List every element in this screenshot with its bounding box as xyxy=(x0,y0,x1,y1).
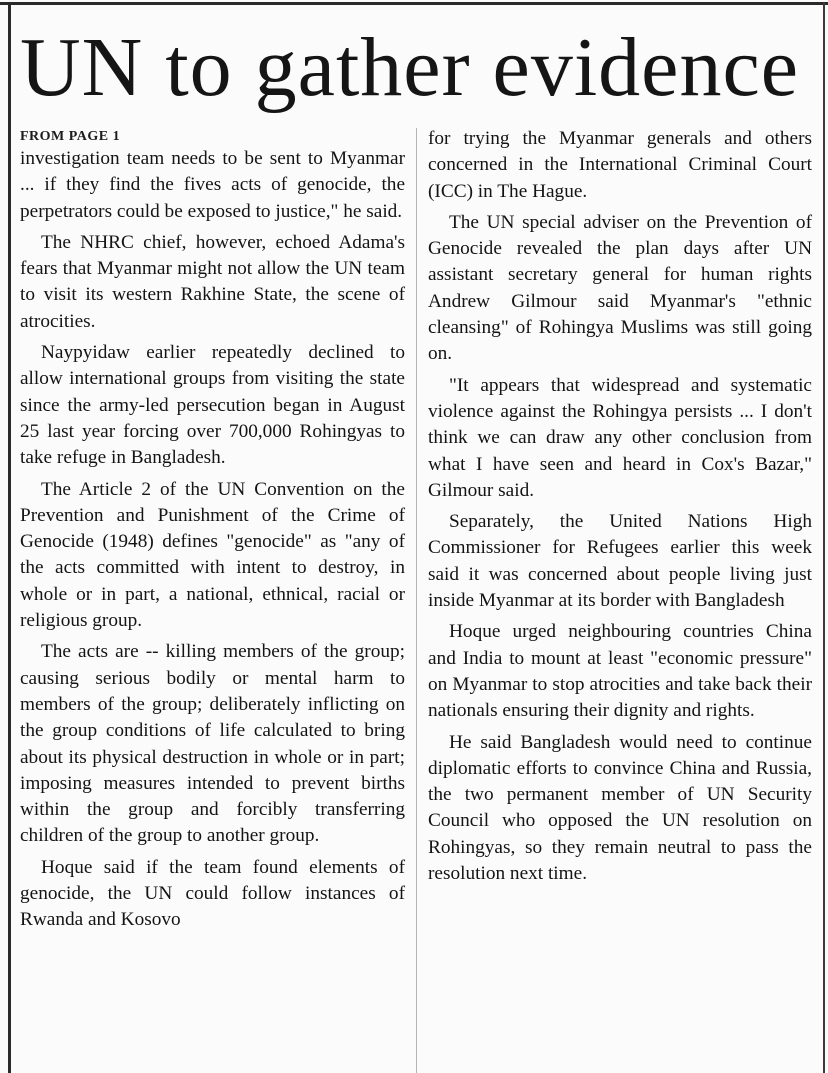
paragraph: Separately, the United Nations High Commissioner for Refugees earlier this week said it was concerned about people living just inside Myanmar at its border with Bangladesh xyxy=(428,511,812,612)
paragraph: Hoque said if the team found elements of genocide, the UN could follow instances of Rwanda and Kosovo xyxy=(20,856,405,931)
article-column-left xyxy=(20,128,405,934)
from-page-label: FROM PAGE 1 xyxy=(20,129,121,144)
column-divider xyxy=(416,128,417,1073)
paragraph: The UN special adviser on the Prevention of Genocide revealed the plan days after UN assistant secretary general for human rights Andrew Gilmour said Myanmar's "ethnic cleansing" of Rohingya Muslims was still going on. xyxy=(428,211,812,365)
headline: UN to gather evidence xyxy=(20,21,800,114)
right-border-rule xyxy=(823,2,825,1073)
paragraph: Hoque urged neighbouring countries China and India to mount at least "economic pressure" on Myanmar to stop atrocities and take back their nationals ensuring their dignity and rights. xyxy=(428,621,812,722)
paragraph: He said Bangladesh would need to continue diplomatic efforts to convince China and Russia, the two permanent member of UN Security Council who opposed the UN resolution on Rohingyas, so they remain neutral to pass the resolution next time. xyxy=(428,731,812,885)
paragraph: "It appears that widespread and systematic violence against the Rohingya persists ... I don't think we can draw any other conclusion from what I have seen and heard in Cox's Bazar," Gilmour said. xyxy=(428,374,812,501)
paragraph: The acts are -- killing members of the group; causing serious bodily or mental harm to members of the group; deliberately inflicting on the group conditions of life calculated to bring about its physical destruction in whole or in part; imposing measures intended to prevent births within the group and forcibly transferring children of the group to another group. xyxy=(20,641,405,847)
article-column-right xyxy=(428,126,812,887)
paragraph: Naypyidaw earlier repeatedly declined to allow international groups from visiting the state since the army-led persecution began in August 25 last year forcing over 700,000 Rohingyas to take refuge in Bangladesh. xyxy=(20,342,405,469)
paragraph: for trying the Myanmar generals and others concerned in the International Criminal Court (ICC) in The Hague. xyxy=(428,128,812,202)
paragraph: The NHRC chief, however, echoed Adama's fears that Myanmar might not allow the UN team to visit its western Rakhine State, the scene of atrocities. xyxy=(20,231,405,332)
paragraph: The Article 2 of the UN Convention on the Prevention and Punishment of the Crime of Genocide (1948) defines "genocide" as "any of the acts committed with intent to destroy, in whole or in part, a national, ethnical, racial or religious group. xyxy=(20,478,405,632)
left-border-rule xyxy=(8,2,11,1073)
top-border-rule xyxy=(0,2,828,5)
paragraph: investigation team needs to be sent to Myanmar ... if they find the fives acts of genocide, the perpetrators could be exposed to justice," he said. xyxy=(20,148,405,222)
